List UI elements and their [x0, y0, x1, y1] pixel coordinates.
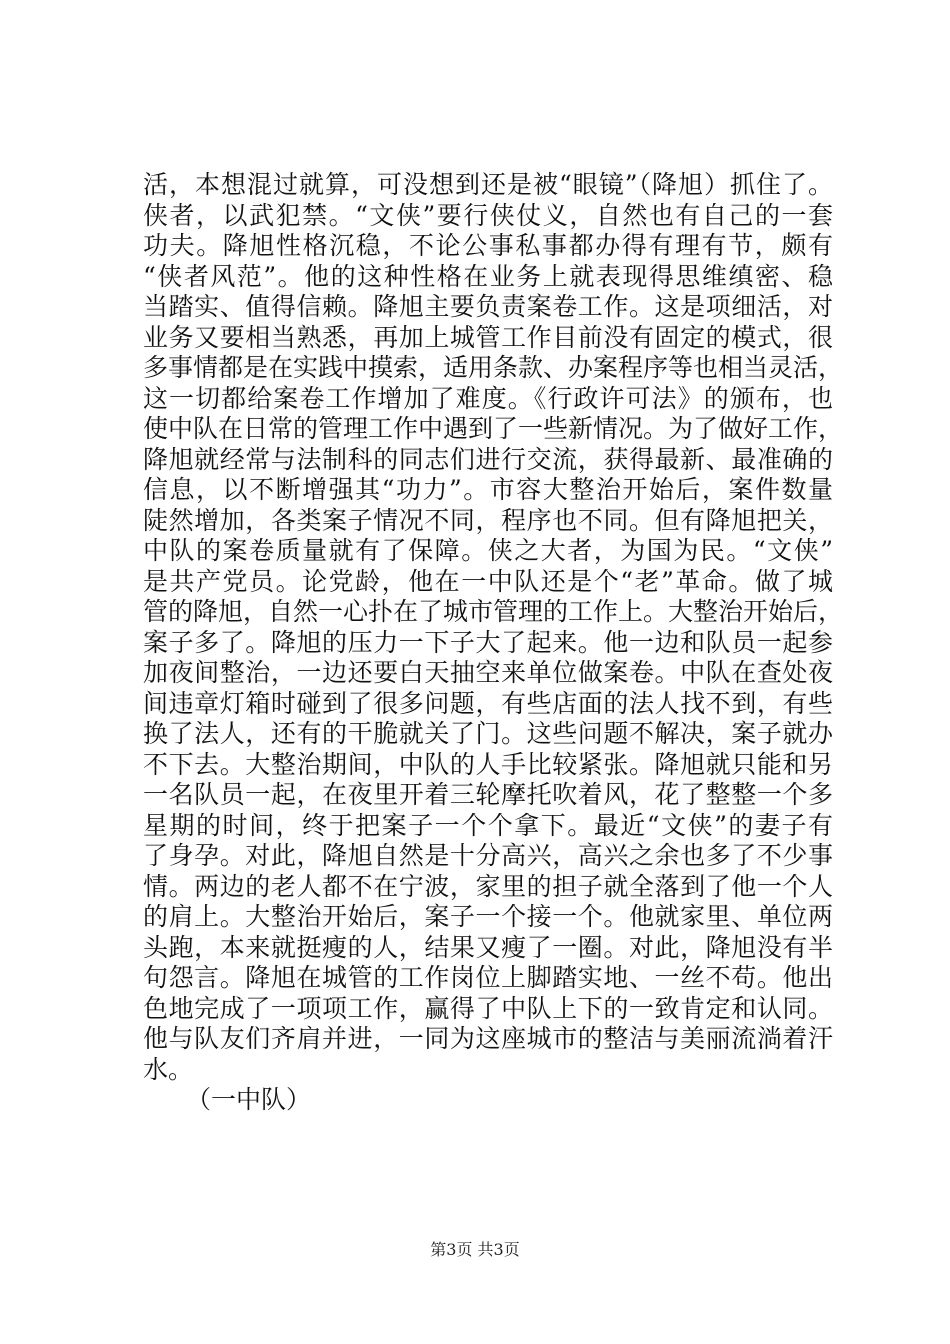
text-line: 加夜间整治，一边还要白天抽空来单位做案卷。中队在查处夜: [143, 658, 833, 687]
text-line: 头跑，本来就挺瘦的人，结果又瘦了一圈。对此，降旭没有半: [143, 932, 833, 962]
text-line: 了身孕。对此，降旭自然是十分高兴，高兴之余也多了不少事: [143, 841, 833, 870]
text-line: 多事情都是在实践中摸索，适用条款、办案程序等也相当灵活，: [143, 353, 844, 382]
text-line: 信息，以不断增强其“功力”。市容大整治开始后，案件数量: [143, 475, 833, 504]
text-line: 情。两边的老人都不在宁波，家里的担子就全落到了他一个人: [143, 871, 833, 901]
body-paragraph: [143, 170, 844, 1085]
text-line: 当踏实、值得信赖。降旭主要负责案卷工作。这是项细活，对: [143, 292, 833, 321]
text-line: 的肩上。大整治开始后，案子一个接一个。他就家里、单位两: [143, 902, 833, 931]
text-line: 陡然增加，各类案子情况不同，程序也不同。但有降旭把关，: [143, 505, 833, 535]
text-line: 管的降旭，自然一心扑在了城市管理的工作上。大整治开始后，: [143, 597, 844, 626]
text-line: “侠者风范”。他的这种性格在业务上就表现得思维缜密、稳: [143, 261, 833, 291]
text-line: 是共产党员。论党龄，他在一中队还是个“老”革命。做了城: [143, 566, 833, 596]
text-line: 间违章灯箱时碰到了很多问题，有些店面的法人找不到，有些: [143, 688, 833, 718]
text-line: 降旭就经常与法制科的同志们进行交流，获得最新、最准确的: [143, 444, 833, 474]
text-line: 案子多了。降旭的压力一下子大了起来。他一边和队员一起参: [143, 627, 833, 657]
text-line: 活，本想混过就算，可没想到还是被“眼镜”（降旭）抓住了。: [143, 170, 833, 199]
text-line: 功夫。降旭性格沉稳，不论公事私事都办得有理有节，颇有: [143, 231, 833, 260]
text-line: 水。: [143, 1054, 194, 1084]
text-line: 业务又要相当熟悉，再加上城管工作目前没有固定的模式，很: [143, 322, 833, 352]
text-line: 中队的案卷质量就有了保障。侠之大者，为国为民。“文侠”: [143, 536, 833, 565]
text-line: 句怨言。降旭在城管的工作岗位上脚踏实地、一丝不苟。他出: [143, 963, 833, 992]
text-line: 换了法人，还有的干脆就关了门。这些问题不解决，案子就办: [143, 719, 833, 748]
text-line: 不下去。大整治期间，中队的人手比较紧张。降旭就只能和另: [143, 749, 833, 779]
text-line: 使中队在日常的管理工作中遇到了一些新情况。为了做好工作，: [143, 414, 844, 443]
text-line: 侠者，以武犯禁。“文侠”要行侠仗义，自然也有自己的一套: [143, 200, 833, 230]
text-line: 色地完成了一项项工作，赢得了中队上下的一致肯定和认同。: [143, 993, 833, 1023]
page-footer: 第3页 共3页: [430, 1240, 520, 1259]
text-line: 星期的时间，终于把案子一个个拿下。最近“文侠”的妻子有: [143, 810, 833, 840]
text-line: 一名队员一起，在夜里开着三轮摩托吹着风，花了整整一个多: [143, 780, 833, 809]
text-line: 这一切都给案卷工作增加了难度。《行政许可法》的颁布，也: [143, 383, 833, 413]
text-line: 他与队友们齐肩并进，一同为这座城市的整洁与美丽流淌着汗: [143, 1024, 833, 1053]
signature: （一中队）: [186, 1085, 312, 1114]
